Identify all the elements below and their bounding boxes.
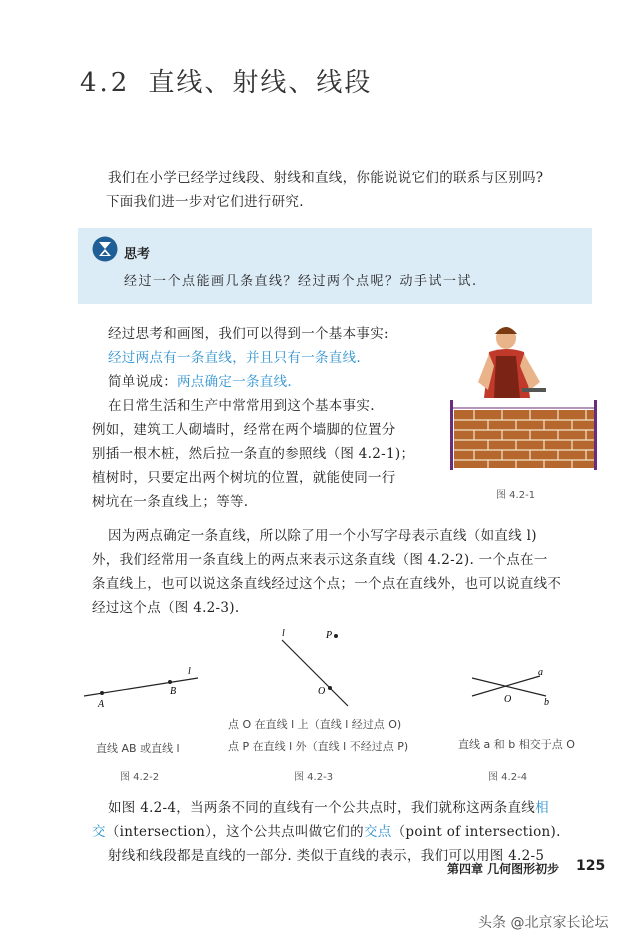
intro-paragraph (108, 166, 608, 214)
point-a (100, 691, 104, 695)
page-number: 125 (576, 858, 606, 874)
label-b: b (544, 697, 549, 706)
last-line: 射线和线段都是直线的一部分. 类似于直线的表示，我们可以用图 4.2-5 (108, 848, 545, 864)
term-intersect: 相 (535, 800, 549, 816)
fact-short-text: 两点确定一条直线. (177, 374, 292, 390)
intersection-text-2: （intersection），这个公共点叫做它们的 (105, 824, 364, 840)
daily-line-3: 别插一根木桩，然后拉一条直的参照线（图 4.2-1)； (92, 446, 415, 462)
term-intersection-point: 交点 (364, 824, 392, 840)
intersection-line-2 (92, 820, 612, 844)
think-text: 经过一个点能画几条直线？经过两个点呢？动手试一试. (124, 274, 478, 289)
fact-lead: 经过思考和画图，我们可以得到一个基本事实: (108, 326, 389, 342)
figure-caption-4-2-1: 图 4.2-1 (496, 490, 536, 501)
notation-line-1: 因为两点确定一条直线，所以除了用一个小写字母表示直线（如直线 l) (108, 528, 537, 544)
watermark: 头条 @北京家长论坛 (478, 915, 609, 931)
section-number: 4.2 (80, 68, 131, 98)
notation-paragraph (92, 524, 612, 620)
fact-statement: 经过两点有一条直线，并且只有一条直线. (108, 350, 361, 366)
label-l: l (282, 628, 285, 639)
think-title: 思考 (124, 247, 151, 262)
fig4-caption-text: 直线 a 和 b 相交于点 O (458, 738, 575, 751)
fact-paragraph (108, 322, 468, 394)
think-box (78, 228, 592, 304)
hourglass-icon (92, 236, 118, 262)
section-title-text: 直线、射线、线段 (148, 68, 373, 98)
section-title (80, 62, 372, 99)
notation-line-3: 条直线上，也可以说这条直线经过这个点；一个点在直线外，也可以说直线不 (92, 576, 562, 592)
intersection-text-3: （point of intersection). (391, 824, 561, 840)
intro-line-2: 下面我们进一步对它们进行研究. (106, 194, 304, 210)
term-intersect-2: 交 (92, 824, 106, 840)
label-b: B (170, 686, 177, 697)
daily-line-4: 植树时，只要定出两个树坑的位置，就能使同一行 (92, 470, 396, 486)
fig2-caption-text: 直线 AB 或直线 l (96, 742, 180, 755)
label-a: A (98, 699, 105, 710)
intro-line-1: 我们在小学已经学过线段、射线和直线，你能说说它们的联系与区别吗? (108, 170, 544, 186)
figure-caption-4-2-2: 图 4.2-2 (120, 772, 160, 783)
point-o (328, 686, 332, 690)
notation-line-2: 外，我们经常用一条直线上的两点来表示这条直线（图 4.2-2). 一个点在一 (92, 552, 548, 568)
fig3-text-1: 点 O 在直线 l 上（直线 l 经过点 O) (228, 718, 402, 731)
figure-caption-4-2-3: 图 4.2-3 (294, 772, 334, 783)
label-o: O (318, 686, 326, 697)
notation-line-4: 经过这个点（图 4.2-3). (92, 600, 240, 616)
intersection-text-1: 如图 4.2-4，当两条不同的直线有一个公共点时，我们就称这两条直线 (108, 800, 536, 816)
intersection-line-1 (92, 796, 612, 820)
label-p: P (326, 630, 333, 641)
footer-chapter: 第四章 几何图形初步 (447, 862, 560, 876)
figure-4-2-2 (80, 660, 210, 710)
daily-line-1: 在日常生活和生产中常常用到这个基本事实. (108, 398, 375, 414)
figure-4-2-3 (270, 626, 360, 716)
label-o: O (504, 694, 512, 705)
point-p (334, 634, 338, 638)
label-a: a (538, 667, 543, 678)
fig3-text-2: 点 P 在直线 l 外（直线 l 不经过点 P) (228, 740, 409, 753)
daily-line-5: 树坑在一条直线上；等等. (92, 494, 249, 510)
daily-line-2: 例如，建筑工人砌墙时，经常在两个墙脚的位置分 (92, 422, 396, 438)
label-l: l (188, 666, 191, 677)
figure-4-2-4 (466, 666, 576, 706)
fact-short (108, 370, 468, 394)
bricklayer-illustration (444, 320, 604, 480)
line-l (282, 640, 348, 706)
figure-caption-4-2-4: 图 4.2-4 (488, 772, 528, 783)
point-b (168, 680, 172, 684)
daily-paragraph (92, 394, 472, 514)
intersection-paragraph (92, 796, 612, 868)
fact-short-prefix: 简单说成： (108, 374, 177, 390)
